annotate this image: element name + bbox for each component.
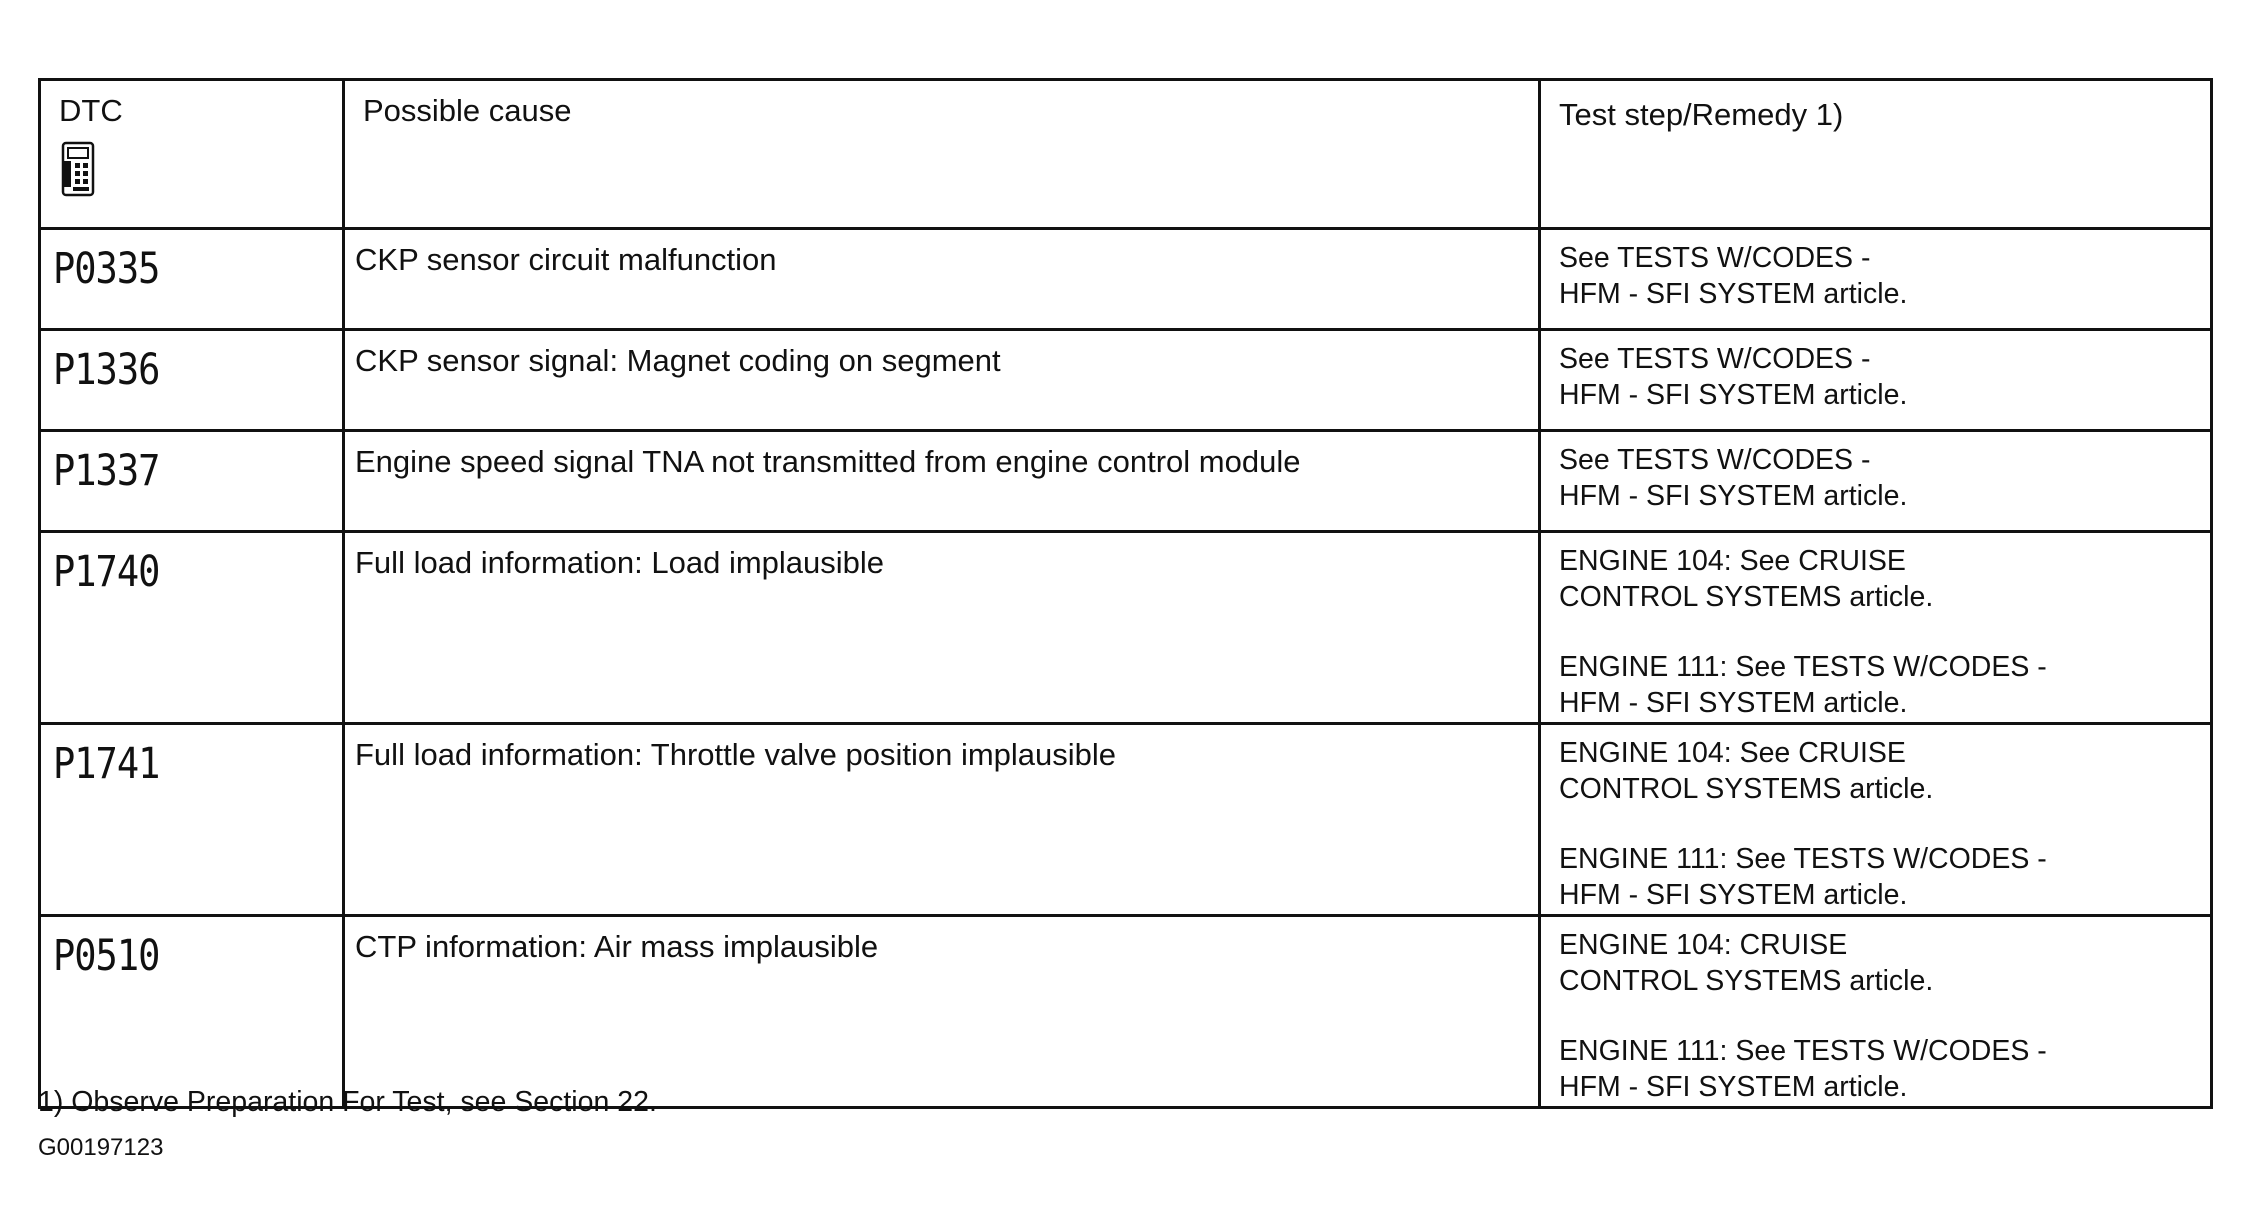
dtc-code: P0510 xyxy=(53,931,160,981)
possible-cause: Full load information: Throttle valve position implausible xyxy=(355,737,1117,772)
remedy-text-engine-104: ENGINE 104: See CRUISE CONTROL SYSTEMS article. xyxy=(1559,737,1934,805)
remedy-text: See TESTS W/CODES - HFM - SFI SYSTEM article. xyxy=(1559,343,1908,411)
possible-cause: Full load information: Load implausible xyxy=(355,545,885,580)
remedy-text: See TESTS W/CODES - HFM - SFI SYSTEM article. xyxy=(1559,242,1908,310)
possible-cause: Engine speed signal TNA not transmitted from engine control module xyxy=(355,444,1301,479)
header-cause: Possible cause xyxy=(363,93,572,128)
cause-cell xyxy=(344,724,1540,916)
table-header-row xyxy=(40,80,2212,229)
dtc-table xyxy=(38,78,2213,1109)
header-dtc: DTC xyxy=(59,93,123,128)
table-row xyxy=(40,431,2212,532)
dtc-cell xyxy=(40,724,344,916)
table-row xyxy=(40,229,2212,330)
remedy-text-engine-104: ENGINE 104: CRUISE CONTROL SYSTEMS article. xyxy=(1559,929,1934,997)
table-row xyxy=(40,330,2212,431)
remedy-cell xyxy=(1540,916,2212,1108)
cause-cell xyxy=(344,330,1540,431)
remedy-text-engine-104: ENGINE 104: See CRUISE CONTROL SYSTEMS article. xyxy=(1559,545,1934,613)
cause-cell xyxy=(344,431,1540,532)
figure-id: G00197123 xyxy=(38,1134,164,1161)
scan-tool-icon xyxy=(59,141,99,197)
header-cause-cell xyxy=(344,80,1540,229)
cause-cell xyxy=(344,532,1540,724)
remedy-cell xyxy=(1540,330,2212,431)
dtc-cell xyxy=(40,916,344,1108)
dtc-cell xyxy=(40,229,344,330)
remedy-text-engine-111: ENGINE 111: See TESTS W/CODES - HFM - SFI SYSTEM article. xyxy=(1559,651,2047,719)
footnote: 1) Observe Preparation For Test, see Section 22. xyxy=(38,1086,657,1118)
cause-cell xyxy=(344,916,1540,1108)
dtc-cell xyxy=(40,330,344,431)
dtc-code: P1740 xyxy=(53,547,160,597)
table-row xyxy=(40,724,2212,916)
remedy-text: See TESTS W/CODES - HFM - SFI SYSTEM article. xyxy=(1559,444,1908,512)
dtc-cell xyxy=(40,431,344,532)
header-remedy: Test step/Remedy 1) xyxy=(1559,97,1844,132)
table-row xyxy=(40,532,2212,724)
table-row xyxy=(40,916,2212,1108)
header-dtc-cell xyxy=(40,80,344,229)
dtc-code: P0335 xyxy=(53,244,160,294)
header-remedy-cell xyxy=(1540,80,2212,229)
dtc-cell xyxy=(40,532,344,724)
remedy-text-engine-111: ENGINE 111: See TESTS W/CODES - HFM - SFI SYSTEM article. xyxy=(1559,1035,2047,1103)
cause-cell xyxy=(344,229,1540,330)
remedy-cell xyxy=(1540,229,2212,330)
remedy-cell xyxy=(1540,532,2212,724)
remedy-cell xyxy=(1540,724,2212,916)
dtc-code: P1741 xyxy=(53,739,160,789)
dtc-table-container xyxy=(38,78,2210,1109)
dtc-code: P1337 xyxy=(53,446,160,496)
remedy-cell xyxy=(1540,431,2212,532)
possible-cause: CTP information: Air mass implausible xyxy=(355,929,879,964)
possible-cause: CKP sensor circuit malfunction xyxy=(355,242,777,277)
possible-cause: CKP sensor signal: Magnet coding on segment xyxy=(355,343,1001,378)
remedy-text-engine-111: ENGINE 111: See TESTS W/CODES - HFM - SFI SYSTEM article. xyxy=(1559,843,2047,911)
dtc-code: P1336 xyxy=(53,345,160,395)
